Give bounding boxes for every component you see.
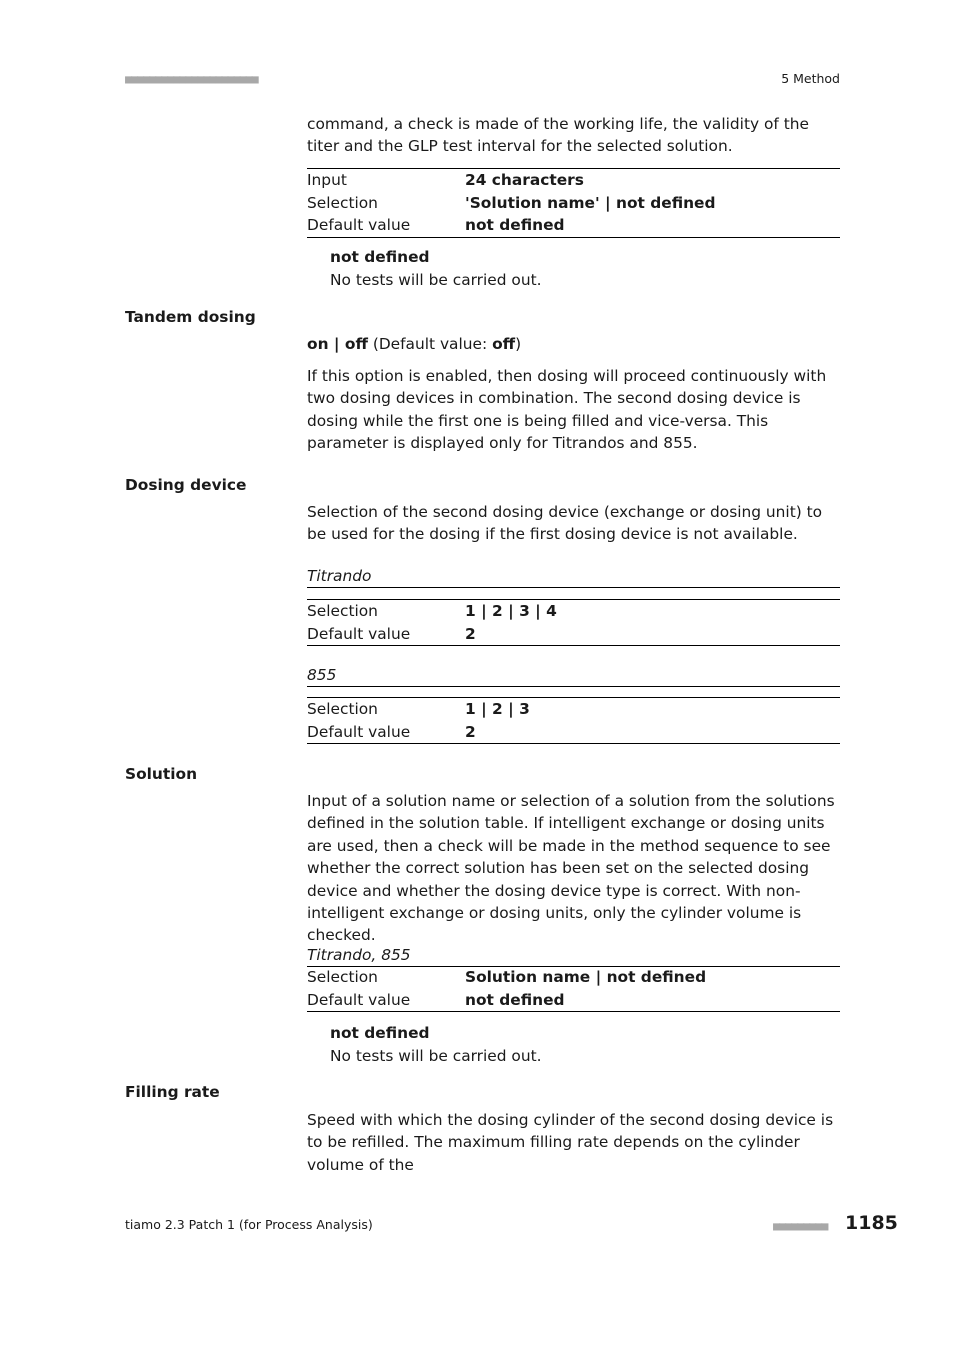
section-heading-dosing-device: Dosing device bbox=[125, 476, 247, 494]
header-decoration: ■■■■■■■■■■■■■■■■■■■■■■ bbox=[125, 72, 258, 86]
titrando-table bbox=[307, 599, 840, 646]
table-row bbox=[307, 721, 840, 744]
footer-product: tiamo 2.3 Patch 1 (for Process Analysis) bbox=[125, 1217, 373, 1232]
row-label: Default value bbox=[307, 216, 411, 234]
option-title: not defined bbox=[330, 1024, 430, 1042]
section-heading-tandem-dosing: Tandem dosing bbox=[125, 308, 256, 326]
default-suffix: ) bbox=[515, 335, 522, 353]
table-row bbox=[307, 698, 840, 721]
row-label: Selection bbox=[307, 602, 378, 620]
row-label: Selection bbox=[307, 700, 378, 718]
option-title: not defined bbox=[330, 248, 430, 266]
tandem-description: If this option is enabled, then dosing will proceed continuously with two dosing devices in combination. The second dosing device is dosing while the first one is being filled and vice-versa. This parameter is displayed only for Titrandos and 855. bbox=[307, 367, 827, 453]
intro-paragraph: command, a check is made of the working life, the validity of the titer and the GLP test interval for the selected solution. bbox=[307, 115, 809, 156]
row-value: not defined bbox=[465, 216, 565, 234]
solution-table bbox=[307, 966, 840, 1012]
default-value: off bbox=[492, 335, 516, 353]
table-row bbox=[307, 623, 840, 646]
device-855-table bbox=[307, 697, 840, 744]
table-row bbox=[307, 214, 840, 237]
row-label: Default value bbox=[307, 722, 411, 741]
row-label: Selection bbox=[307, 968, 378, 986]
footer-decoration: ■■■■■■■■■ bbox=[773, 1219, 828, 1233]
row-value: 24 characters bbox=[465, 171, 584, 189]
table-row bbox=[307, 989, 840, 1012]
row-value: 2 bbox=[465, 624, 476, 643]
table-caption-titrando-855: Titrando, 855 bbox=[307, 944, 840, 967]
row-label: Default value bbox=[307, 624, 411, 643]
chapter-label: 5 Method bbox=[781, 71, 840, 86]
default-prefix: (Default value: bbox=[367, 335, 493, 353]
table-row bbox=[307, 169, 840, 192]
table-row bbox=[307, 600, 840, 623]
row-label: Default value bbox=[307, 990, 411, 1009]
table-caption-titrando: Titrando bbox=[307, 565, 840, 588]
tandem-options: on | off bbox=[307, 335, 368, 353]
row-value: 1 | 2 | 3 bbox=[465, 700, 530, 718]
tandem-options-line bbox=[307, 333, 840, 355]
page-number: 1185 bbox=[845, 1212, 898, 1234]
section-heading-solution: Solution bbox=[125, 765, 198, 783]
row-value: 2 bbox=[465, 722, 476, 741]
option-description: No tests will be carried out. bbox=[330, 271, 542, 289]
table-row bbox=[307, 966, 840, 989]
table-row bbox=[307, 192, 840, 215]
table-caption-855: 855 bbox=[307, 664, 840, 687]
row-value: Solution name | not defined bbox=[465, 968, 707, 986]
row-value: not defined bbox=[465, 990, 565, 1009]
option-description: No tests will be carried out. bbox=[330, 1047, 542, 1065]
row-label: Input bbox=[307, 171, 347, 189]
solution-name-table bbox=[307, 168, 840, 238]
row-label: Selection bbox=[307, 193, 378, 212]
filling-rate-description: Speed with which the dosing cylinder of the second dosing device is to be refilled. The maximum filling rate depends on the cylinder volume of the bbox=[307, 1111, 834, 1174]
row-value: 1 | 2 | 3 | 4 bbox=[465, 602, 557, 620]
dosing-device-description: Selection of the second dosing device (exchange or dosing unit) to be used for the dosing if the first dosing device is not available. bbox=[307, 503, 823, 544]
row-value: 'Solution name' | not defined bbox=[465, 193, 716, 212]
section-heading-filling-rate: Filling rate bbox=[125, 1083, 220, 1101]
solution-description: Input of a solution name or selection of a solution from the solutions defined in the solution table. If intelligent exchange or dosing units are used, then a check will be made in the method sequence to see whether the correct solution has been set on the selected dosing device and whether the dosing device type is correct. With non-intelligent exchange or dosing units, only the cylinder volume is checked. bbox=[307, 792, 835, 945]
